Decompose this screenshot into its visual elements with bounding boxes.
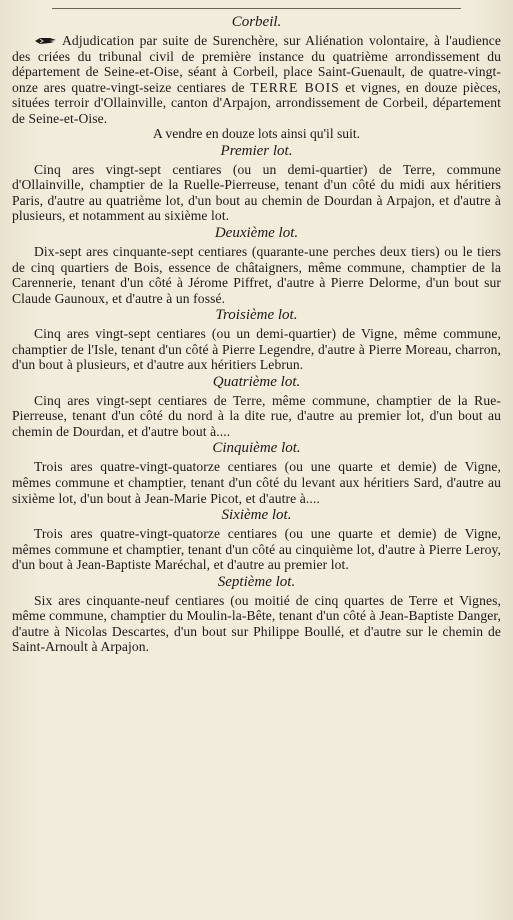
intro-text: Adjudication par suite de Surenchère, sur Aliénation volontaire, à l'audience des criées du tribunal civil de première instance du quatrième arrondissement du département de Seine-et-Oise, séant à Corbeil, place Saint-Guenault, de quatre-vingt-onze ares quatre-vingt-seize centiares de <box>12 33 501 95</box>
lot-heading: Premier lot. <box>220 142 293 159</box>
lot-text: Trois ares quatre-vingt-quatorze centiares (ou une quarte et demie) de Vigne, mêmes commune et champtier, tenant d'un côté du levant aux héritiers Sard, d'autre au sixième lot, d'un bout à Jean-Marie Picot, et d'autre à.... <box>12 459 501 506</box>
lot-heading: Deuxième lot. <box>214 224 299 241</box>
page-title: Corbeil. <box>231 14 282 30</box>
lot-text: Cinq ares vingt-sept centiares (ou un demi-quartier) de Vigne, même commune, champtier de l'Isle, tenant d'un côté à Pierre Legendre, d'autre à Pierre Moreau, charron, d'un bout à plusieurs, et d'autre aux héritiers Lebrun. <box>12 326 501 373</box>
lot-text: Dix-sept ares cinquante-sept centiares (quarante-une perches deux tiers) ou le tiers de cinq quartiers de Bois, essence de châtaigners, même commune, champtier de la Carennerie, tenant d'un côté à Jérome Piffret, d'autre à Pierre Delorme, d'un bout sur Claude Gaunoux, et d'autre à un fossé. <box>12 243 501 306</box>
intro-paragraph <box>12 33 501 126</box>
lot-heading: Troisième lot. <box>215 307 298 324</box>
intro-caps: TERRE BOIS <box>250 79 340 95</box>
top-rule <box>52 8 461 9</box>
sale-line: A vendre en douze lots ainsi qu'il suit. <box>152 126 361 142</box>
lot-text: Cinq ares vingt-sept centiares (ou un demi-quartier) de Terre, commune d'Ollainville, champtier de la Ruelle-Pierreuse, tenant d'un côté du midi aux héritiers Paris, d'autre au quatrième lot, d'un bout au chemin de Dourdan à Arpajon, et d'autre à plusieurs, et notamment au sixième lot. <box>12 161 501 224</box>
pointing-hand-icon <box>34 36 58 46</box>
intro-rest: et vignes, en douze pièces, situées terroir d'Ollainville, canton d'Arpajon, arrondissement de Corbeil, département de Seine-et-Oise. <box>12 79 501 126</box>
lot-heading: Cinquième lot. <box>212 440 301 457</box>
lot-text: Cinq ares vingt-sept centiares de Terre, même commune, champtier de la Rue-Pierreuse, tenant d'un côté du nord à la dite rue, d'autre au premier lot, d'un bout au chemin de Dourdan, et d'autre bout à.... <box>12 392 501 439</box>
lot-heading: Quatrième lot. <box>212 373 301 390</box>
lot-heading: Septième lot. <box>217 573 296 590</box>
lot-heading: Sixième lot. <box>221 507 292 524</box>
lot-text: Trois ares quatre-vingt-quatorze centiares (ou une quarte et demie) de Vigne, mêmes commune et champtier, tenant d'un côté au cinquième lot, d'autre à Pierre Leroy, d'un bout à Jean-Baptiste Maréchal, et d'autre au premier lot. <box>12 526 501 573</box>
lot-text: Six ares cinquante-neuf centiares (ou moitié de cinq quartes de Terre et Vignes, même commune, champtier du Moulin-la-Bête, tenant d'un côté à Jean-Baptiste Danger, d'autre à Nicolas Descartes, d'un bout sur Philippe Boullé, et d'autre sur le chemin de Saint-Arnoult à Arpajon. <box>12 592 501 655</box>
